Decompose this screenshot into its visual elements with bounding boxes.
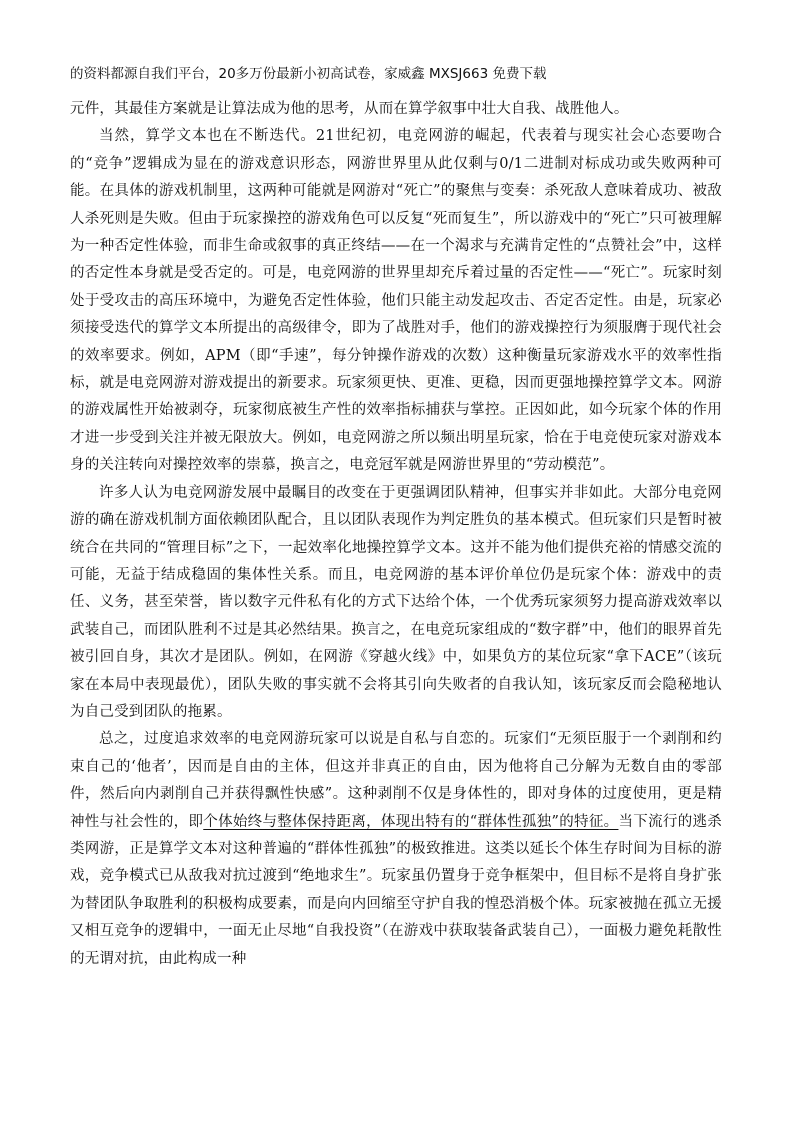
paragraph-iteration: 当然，算学文本也在不断迭代。21世纪初，电竞网游的崛起，代表着与现实社会心态要吻合的“竞争”逻辑成为显在的游戏意识形态，网游世界里从此仅剩与0/1二进制对标成功或失败两种可能。在具体的游戏机制里，这两种可能就是网游对“死亡”的聚焦与变奏：杀死敌人意味着成功、被敌人杀死则是失败。但由于玩家操控的游戏角色可以反复“死而复生”，所以游戏中的“死亡”只可被理解为一种否定性体验，而非生命或叙事的真正终结——在一个渴求与充满肯定性的“点赞社会”中，这样的否定性本身就是受否定的。可是，电竞网游的世界里却充斥着过量的否定性——“死亡”。玩家时刻处于受攻击的高压环境中，为避免否定性体验，他们只能主动发起攻击、否定否定性。由是，玩家必须接受迭代的算学文本所提出的高级律令，即为了战胜对手，他们的游戏操控行为须服膺于现代社会的效率要求。例如，APM（即“手速”，每分钟操作游戏的次数）这种衡量玩家游戏水平的效率性指标，就是电竞网游对游戏提出的新要求。玩家须更快、更准、更稳，因而更强地操控算学文本。网游的游戏属性开始被剥夺，玩家彻底被生产性的效率指标捕获与掌控。正因如此，如今玩家个体的作用才进一步受到关注并被无限放大。例如，电竞网游之所以频出明星玩家，恰在于电竞使玩家对游戏本身的关注转向对操控效率的崇慕，换言之，电竞冠军就是网游世界里的“劳动模范”。 <box>70 128 722 474</box>
paragraph-team-spirit: 许多人认为电竞网游发展中最瞩目的改变在于更强调团队精神，但事实并非如此。大部分电竞网游的确在游戏机制方面依赖团队配合，且以团队表现作为判定胜负的基本模式。但玩家们只是暂时被统合在共同的“管理目标”之下，一起效率化地操控算学文本。这并不能为他们提供充裕的情感交流的可能，无益于结成稳固的集体性关系。而且，电竞网游的基本评价单位仍是玩家个体：游戏中的责任、义务，甚至荣誉，皆以数字元件私有化的方式下达给个体，一个优秀玩家须努力提高游戏效率以武装自己，而团队胜利不过是其必然结果。换言之，在电竞玩家组成的“数字群”中，他们的眼界首先被引回自身，其次才是团队。例如，在网游《穿越火线》中，如果负方的某位玩家“拿下ACE”（该玩家在本局中表现最优），团队失败的事实就不会将其引向失败者的自我认知，该玩家反而会隐秘地认为自己受到团队的拖累。 <box>70 484 722 720</box>
paragraph-continuation: 元件，其最佳方案就是让算法成为他的思考，从而在算学叙事中壮大自我、战胜他人。 <box>70 101 629 117</box>
underlined-phrase: 个体始终与整体保持距离，体现出特有的“群体性孤独”的特征。 <box>203 813 619 830</box>
article-body <box>70 96 722 973</box>
conclusion-text-b: 当下流行的逃杀类网游，正是算学文本对这种普遍的“群体性孤独”的极致推进。这类以延长个体生存时间为目标的游戏，竞争模式已从敌我对抗过渡到“绝地求生”。玩家虽仍置身于竞争框架中，但目标不是将自身扩张为替团队争取胜利的积极构成要素，而是向内回缩至守护自我的惶恐消极个体。玩家被抛在孤立无援又相互竞争的逻辑中，一面无止尽地“自我投资”（在游戏中获取装备武装自己），一面极力避免耗散性的无谓对抗，由此构成一种 <box>70 813 723 967</box>
conclusion-text-a: 总之，过度追求效率的电竞网游玩家可以说是自私与自恋的。玩家们“无须臣服于一个剥削和约束自己的‘他者’，因而是自由的主体，但这并非真正的自由，因为他将自己分解为无数自由的零部件，然后向内剥削自己并获得飘性快感”。这种剥削不仅是身体性的，即对身体的过度使用，更是精神性与社会性的，即 <box>70 731 722 830</box>
promo-header-text: 的资料都源自我们平台，20多万份最新小初高试卷，家威鑫 MXSJ663 免费下载 <box>70 66 547 82</box>
paragraph-conclusion <box>70 726 722 973</box>
